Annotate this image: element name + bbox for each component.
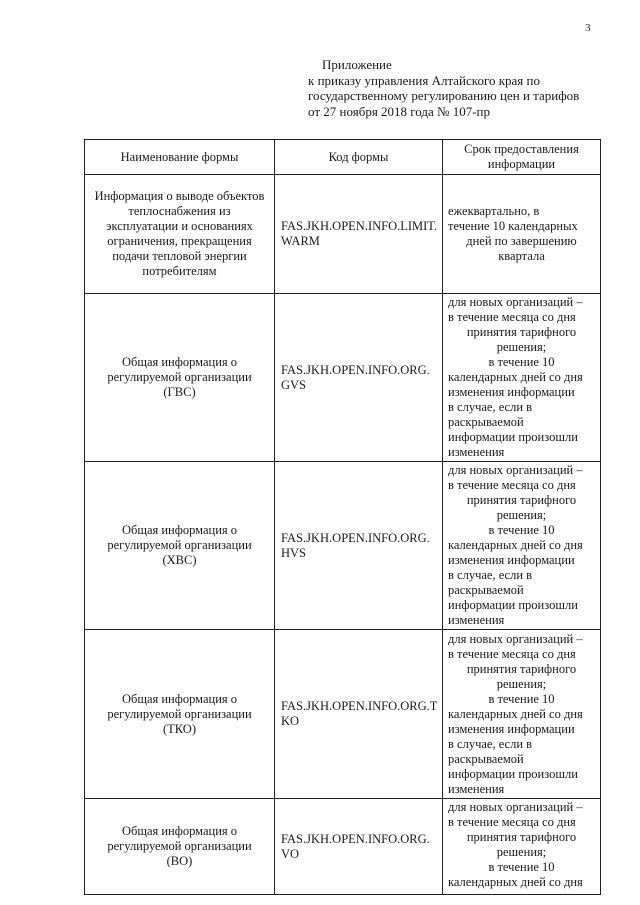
form-term-cell xyxy=(443,294,601,462)
form-name-cell xyxy=(85,462,275,630)
form-term-cell-line: изменения xyxy=(448,613,505,627)
table-row xyxy=(85,630,601,799)
form-name-cell-line: эксплуатации и основаниях xyxy=(106,219,253,233)
form-code-cell xyxy=(275,799,443,895)
form-term-cell-line: принятия тарифного xyxy=(466,830,577,844)
form-term-cell-line: в случае, если в xyxy=(448,568,533,582)
page-number: 3 xyxy=(585,22,591,34)
form-name-cell-line: ограничения, прекращения xyxy=(107,234,252,248)
form-term-cell-line: для новых организаций – xyxy=(448,463,583,477)
form-term-cell-line: в течение месяца со дня xyxy=(448,310,576,324)
form-term-cell-line: ежеквартально, в xyxy=(448,204,540,218)
form-code-cell-line: FAS.JKH.OPEN.INFO.ORG.T xyxy=(281,699,438,713)
form-term-cell-line: для новых организаций – xyxy=(448,295,583,309)
column-header-code: Код формы xyxy=(275,140,443,175)
table-row xyxy=(85,462,601,630)
form-name-cell-line: подачи тепловой энергии xyxy=(112,249,247,263)
form-term-cell-line: календарных дней со дня xyxy=(448,875,583,889)
form-term-cell-line: в течение 10 xyxy=(488,523,555,537)
form-term-cell-line: в течение месяца со дня xyxy=(448,478,576,492)
form-term-cell-line: изменения информации xyxy=(448,553,575,567)
column-header-term: Срок предоставления информации xyxy=(443,140,601,175)
form-code-cell-line: FAS.JKH.OPEN.INFO.LIMIT. xyxy=(281,219,438,233)
form-term-cell-line: принятия тарифного xyxy=(466,325,577,339)
form-code-cell-line: VO xyxy=(281,846,300,861)
form-term-cell xyxy=(443,462,601,630)
form-term-cell-line: информации произошли xyxy=(448,430,578,444)
form-name-cell xyxy=(85,294,275,462)
form-term-cell-line: в течение месяца со дня xyxy=(448,815,576,829)
form-term-cell-line: раскрываемой xyxy=(448,415,524,429)
form-term-cell xyxy=(443,799,601,895)
form-term-cell-line: календарных дней со дня xyxy=(448,706,583,721)
form-term-cell-line: дней по завершению xyxy=(466,234,577,248)
form-name-cell-line: Общая информация о xyxy=(121,824,238,838)
form-name-cell-line: (ХВС) xyxy=(162,553,197,567)
form-code-cell-line: HVS xyxy=(281,545,307,560)
form-code-cell-line: FAS.JKH.OPEN.INFO.ORG. xyxy=(281,362,430,377)
form-name-cell xyxy=(85,799,275,895)
form-name-cell-line: регулируемой организации xyxy=(107,370,252,384)
forms-table xyxy=(84,139,601,895)
appendix-line-2: государственному регулированию цен и тарифов xyxy=(308,88,580,103)
form-term-cell-line: календарных дней со дня xyxy=(448,370,583,384)
form-code-cell xyxy=(275,294,443,462)
form-name-cell-line: (ГВС) xyxy=(163,385,196,399)
form-term-cell-line: изменения информации xyxy=(448,721,575,736)
appendix-line-3: от 27 ноября 2018 года № 107-пр xyxy=(308,103,490,119)
form-code-cell-line: FAS.JKH.OPEN.INFO.ORG. xyxy=(281,831,430,846)
form-term-cell-line: раскрываемой xyxy=(448,583,524,597)
form-term-cell-line: решения; xyxy=(496,340,547,354)
form-name-cell-line: регулируемой организации xyxy=(107,706,252,721)
form-term-cell-line: принятия тарифного xyxy=(466,493,577,507)
form-term-cell-line: в течение 10 xyxy=(488,860,555,874)
form-term-cell-line: квартала xyxy=(498,249,545,263)
table-row xyxy=(85,294,601,462)
form-name-cell-line: Общая информация о xyxy=(121,691,238,706)
form-term-cell-line: принятия тарифного xyxy=(466,661,577,676)
form-term-cell-line: решения; xyxy=(496,508,547,522)
form-name-cell-line: регулируемой организации xyxy=(107,538,252,552)
column-header-name: Наименование формы xyxy=(85,140,275,175)
form-term-cell-line: решения; xyxy=(496,845,547,859)
form-name-cell-line: Информация о выводе объектов xyxy=(94,189,265,203)
form-term-cell-line: в течение месяца со дня xyxy=(448,646,576,661)
form-term-cell-line: решения; xyxy=(496,676,547,691)
form-code-cell-line: FAS.JKH.OPEN.INFO.ORG. xyxy=(281,530,430,545)
table-header-row xyxy=(85,140,601,175)
form-code-cell-line: KO xyxy=(281,714,300,728)
form-name-cell-line: регулируемой организации xyxy=(107,839,252,853)
form-term-cell-line: информации произошли xyxy=(448,598,578,612)
form-name-cell-line: теплоснабжения из xyxy=(128,204,231,218)
form-term-cell-line: для новых организаций – xyxy=(448,631,583,646)
table-row xyxy=(85,175,601,294)
form-term-cell-line: информации произошли xyxy=(448,766,578,781)
form-name-cell-line: потребителям xyxy=(142,264,217,278)
form-term-cell-line: в случае, если в xyxy=(448,400,533,414)
form-term-cell xyxy=(443,175,601,294)
form-term-cell-line: в течение 10 xyxy=(488,691,555,706)
appendix-title: Приложение xyxy=(322,57,392,72)
appendix-line-1: к приказу управления Алтайского края по xyxy=(308,72,540,88)
form-term-cell-line: в течение 10 xyxy=(488,355,555,369)
form-term-cell-line: течение 10 календарных xyxy=(448,219,578,233)
appendix-header xyxy=(308,57,579,119)
table-row xyxy=(85,799,601,895)
form-term-cell-line: изменения информации xyxy=(448,385,575,399)
form-code-cell-line: WARM xyxy=(281,234,320,248)
form-name-cell xyxy=(85,630,275,799)
form-name-cell-line: (ВО) xyxy=(166,854,193,868)
form-code-cell-line: GVS xyxy=(281,377,307,392)
form-code-cell xyxy=(275,462,443,630)
form-name-cell-line: (ТКО) xyxy=(162,721,196,736)
form-term-cell-line: раскрываемой xyxy=(448,751,524,766)
form-term-cell-line: для новых организаций – xyxy=(448,800,583,814)
form-term-cell xyxy=(443,630,601,799)
form-term-cell-line: в случае, если в xyxy=(448,736,533,751)
form-name-cell-line: Общая информация о xyxy=(121,523,238,537)
form-term-cell-line: изменения xyxy=(448,445,505,459)
form-code-cell xyxy=(275,175,443,294)
form-term-cell-line: изменения xyxy=(448,781,505,796)
form-code-cell xyxy=(275,630,443,799)
form-name-cell-line: Общая информация о xyxy=(121,355,238,369)
form-name-cell xyxy=(85,175,275,294)
form-term-cell-line: календарных дней со дня xyxy=(448,538,583,552)
